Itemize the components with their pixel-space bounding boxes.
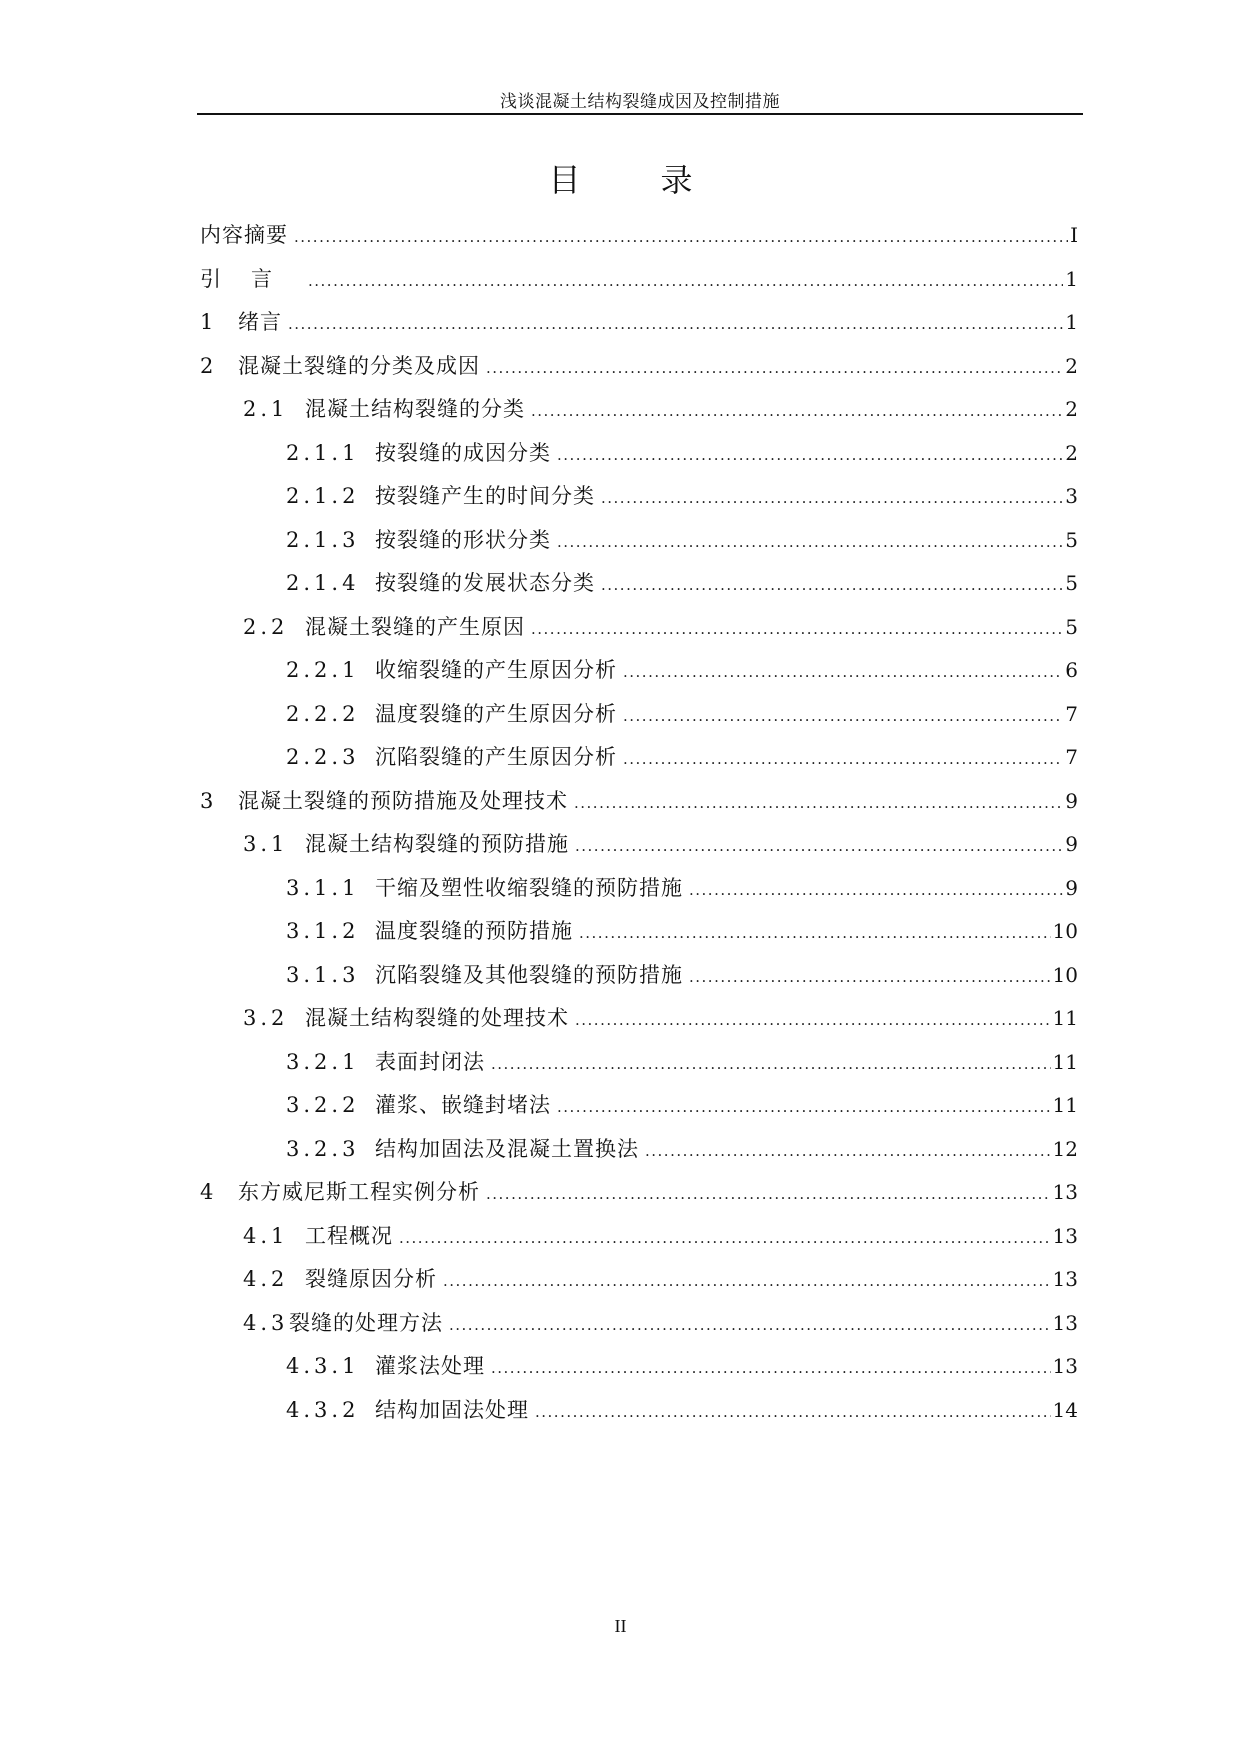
toc-entry-page: I — [1070, 223, 1078, 247]
toc-entry-page: 13 — [1052, 1180, 1078, 1204]
toc-entry-page: 10 — [1052, 919, 1078, 943]
toc-entry-label: 表面封闭法 — [375, 1049, 485, 1074]
toc-dot-leader — [491, 1047, 1051, 1081]
toc-dot-leader — [557, 1090, 1051, 1124]
toc-entry-label: 按裂缝的成因分类 — [375, 440, 551, 465]
toc-dot-leader — [574, 786, 1063, 820]
toc-entry-number: 3.2.1 — [286, 1049, 360, 1074]
toc-entry-number: 2.2 — [243, 614, 289, 639]
toc-entry[interactable] — [286, 1088, 1078, 1122]
toc-dot-leader — [557, 438, 1063, 472]
toc-entry[interactable] — [286, 740, 1078, 774]
toc-entry-page: 1 — [1065, 266, 1078, 291]
toc-dot-leader — [535, 1395, 1051, 1429]
toc-dot-leader — [689, 960, 1051, 994]
toc-dot-leader — [491, 1351, 1051, 1385]
toc-entry-label: 灌浆法处理 — [375, 1354, 485, 1378]
toc-entry-label: 干缩及塑性收缩裂缝的预防措施 — [375, 875, 683, 900]
toc-entry-label: 混凝土结构裂缝的预防措施 — [305, 832, 569, 856]
toc-entry-page: 9 — [1065, 788, 1078, 813]
toc-entry[interactable] — [286, 653, 1078, 687]
toc-entry[interactable] — [243, 1001, 1078, 1035]
toc-entry-number: 3.2 — [243, 1006, 289, 1030]
toc-entry-label: 绪言 — [238, 310, 282, 334]
header-rule — [197, 113, 1083, 115]
toc-entry-label: 裂缝的处理方法 — [289, 1310, 443, 1335]
toc-dot-leader — [531, 612, 1063, 646]
toc-title: 目录 — [548, 161, 773, 199]
toc-entry-number: 4.3 — [243, 1310, 289, 1335]
toc-entry-number: 1 — [200, 310, 218, 334]
toc-dot-leader — [623, 742, 1063, 776]
toc-entry[interactable] — [200, 349, 1078, 383]
toc-dot-leader — [399, 1221, 1051, 1255]
toc-dot-leader — [623, 655, 1063, 689]
toc-entry[interactable] — [286, 697, 1078, 731]
toc-entry-number: 2 — [200, 353, 218, 378]
toc-entry-label: 混凝土结构裂缝的处理技术 — [305, 1006, 569, 1030]
toc-dot-leader — [575, 1003, 1051, 1037]
toc-entry-page: 3 — [1065, 484, 1078, 508]
toc-entry-label: 结构加固法处理 — [375, 1397, 529, 1422]
toc-dot-leader — [294, 220, 1068, 254]
toc-entry-number: 2.1.3 — [286, 527, 360, 552]
toc-entry-page: 5 — [1065, 571, 1078, 595]
toc-dot-leader — [645, 1134, 1051, 1168]
toc-entry-page: 2 — [1065, 353, 1078, 378]
toc-entry-number: 3 — [200, 788, 218, 813]
toc-entry-page: 13 — [1052, 1267, 1078, 1291]
toc-entry-number: 3.1 — [243, 832, 289, 856]
toc-dot-leader — [579, 916, 1051, 950]
toc-entry-label: 收缩裂缝的产生原因分析 — [375, 658, 617, 682]
running-header: 浅谈混凝土结构裂缝成因及控制措施 — [500, 92, 780, 112]
toc-entry[interactable] — [200, 218, 1078, 252]
toc-entry-number: 2.2.1 — [286, 658, 360, 682]
toc-entry-label: 沉陷裂缝及其他裂缝的预防措施 — [375, 962, 683, 987]
toc-dot-leader — [557, 525, 1063, 559]
toc-entry[interactable] — [286, 566, 1078, 600]
toc-entry-label: 按裂缝的形状分类 — [375, 527, 551, 552]
toc-entry-label: 内容摘要 — [200, 223, 288, 247]
toc-entry[interactable] — [286, 958, 1078, 992]
toc-entry-label: 混凝土裂缝的产生原因 — [305, 614, 525, 639]
toc-entry-page: 11 — [1052, 1049, 1078, 1074]
toc-dot-leader — [288, 307, 1063, 341]
toc-dot-leader — [486, 351, 1063, 385]
toc-entry[interactable] — [200, 784, 1078, 818]
toc-entry-number: 3.2.3 — [286, 1136, 360, 1161]
toc-entry-number: 2.1.4 — [286, 571, 360, 595]
toc-entry[interactable] — [200, 305, 1078, 339]
toc-entry-number: 2.2.3 — [286, 745, 360, 769]
toc-entry[interactable] — [286, 1393, 1078, 1427]
toc-dot-leader — [575, 829, 1063, 863]
toc-entry[interactable] — [243, 1262, 1078, 1296]
toc-entry-page: 11 — [1052, 1093, 1078, 1117]
toc-entry-page: 6 — [1065, 658, 1078, 682]
toc-entry-number: 3.1.2 — [286, 919, 360, 943]
toc-entry[interactable] — [286, 479, 1078, 513]
toc-dot-leader — [449, 1308, 1051, 1342]
page-number: II — [614, 1616, 627, 1636]
toc-entry-label: 混凝土裂缝的分类及成因 — [238, 353, 480, 378]
toc-entry-number: 4.3.1 — [286, 1354, 360, 1378]
toc-entry-label: 混凝土结构裂缝的分类 — [305, 397, 525, 421]
toc-dot-leader — [601, 481, 1063, 515]
toc-entry-page: 9 — [1065, 875, 1078, 900]
toc-entry-number: 3.1.1 — [286, 875, 360, 900]
toc-entry-number: 3.1.3 — [286, 962, 360, 987]
toc-entry-page: 10 — [1052, 962, 1078, 987]
toc-entry[interactable] — [200, 262, 1078, 296]
toc-dot-leader — [308, 264, 1063, 298]
toc-entry-page: 11 — [1052, 1006, 1078, 1030]
toc-entry[interactable] — [243, 1219, 1078, 1253]
toc-entry-number: 4.2 — [243, 1267, 289, 1291]
toc-entry-number: 2.1 — [243, 397, 289, 421]
toc-entry-page: 2 — [1065, 397, 1078, 421]
toc-entry[interactable] — [243, 827, 1078, 861]
toc-entry[interactable] — [243, 1306, 1078, 1340]
toc-entry-label: 沉陷裂缝的产生原因分析 — [375, 745, 617, 769]
toc-entry-label: 按裂缝的发展状态分类 — [375, 571, 595, 595]
toc-dot-leader — [623, 699, 1063, 733]
toc-entry-label: 结构加固法及混凝土置换法 — [375, 1136, 639, 1161]
toc-entry-page: 13 — [1052, 1354, 1078, 1378]
toc-entry-page: 2 — [1065, 440, 1078, 465]
toc-dot-leader — [601, 568, 1063, 602]
toc-entry-page: 13 — [1052, 1310, 1078, 1335]
toc-entry[interactable] — [286, 914, 1078, 948]
toc-entry-page: 12 — [1052, 1136, 1078, 1161]
toc-entry-label: 按裂缝产生的时间分类 — [375, 484, 595, 508]
toc-entry-number: 4 — [200, 1180, 218, 1204]
toc-entry-label: 东方威尼斯工程实例分析 — [238, 1180, 480, 1204]
toc-entry[interactable] — [286, 1349, 1078, 1383]
toc-entry-page: 1 — [1065, 310, 1078, 334]
toc-entry-number: 2.2.2 — [286, 701, 360, 726]
toc-entry-number: 4.1 — [243, 1223, 289, 1248]
toc-entry-page: 5 — [1065, 527, 1078, 552]
toc-entry-page: 7 — [1065, 701, 1078, 726]
toc-entry-page: 5 — [1065, 614, 1078, 639]
toc-entry[interactable] — [286, 523, 1078, 557]
toc-entry-label: 裂缝原因分析 — [305, 1267, 437, 1291]
toc-entry[interactable] — [286, 1045, 1078, 1079]
toc-entry-page: 14 — [1052, 1397, 1078, 1422]
toc-entry-page: 13 — [1052, 1223, 1078, 1248]
toc-entry-number: 3.2.2 — [286, 1093, 360, 1117]
toc-entry-number: 4.3.2 — [286, 1397, 360, 1422]
toc-entry-page: 7 — [1065, 745, 1078, 769]
toc-dot-leader — [531, 394, 1063, 428]
toc-entry-label: 温度裂缝的产生原因分析 — [375, 701, 617, 726]
toc-entry[interactable] — [286, 1132, 1078, 1166]
toc-entry-label: 引言 — [200, 266, 302, 291]
toc-entry[interactable] — [243, 610, 1078, 644]
toc-dot-leader — [689, 873, 1063, 907]
toc-dot-leader — [486, 1177, 1051, 1211]
toc-entry[interactable] — [286, 871, 1078, 905]
toc-entry[interactable] — [243, 392, 1078, 426]
toc-entry-label: 灌浆、嵌缝封堵法 — [375, 1093, 551, 1117]
toc-entry-label: 温度裂缝的预防措施 — [375, 919, 573, 943]
toc-entry-label: 混凝土裂缝的预防措施及处理技术 — [238, 788, 568, 813]
toc-dot-leader — [443, 1264, 1051, 1298]
toc-entry-number: 2.1.2 — [286, 484, 360, 508]
toc-entry-label: 工程概况 — [305, 1223, 393, 1248]
toc-entry-page: 9 — [1065, 832, 1078, 856]
toc-entry[interactable] — [286, 436, 1078, 470]
toc-entry-number: 2.1.1 — [286, 440, 360, 465]
toc-entry[interactable] — [200, 1175, 1078, 1209]
